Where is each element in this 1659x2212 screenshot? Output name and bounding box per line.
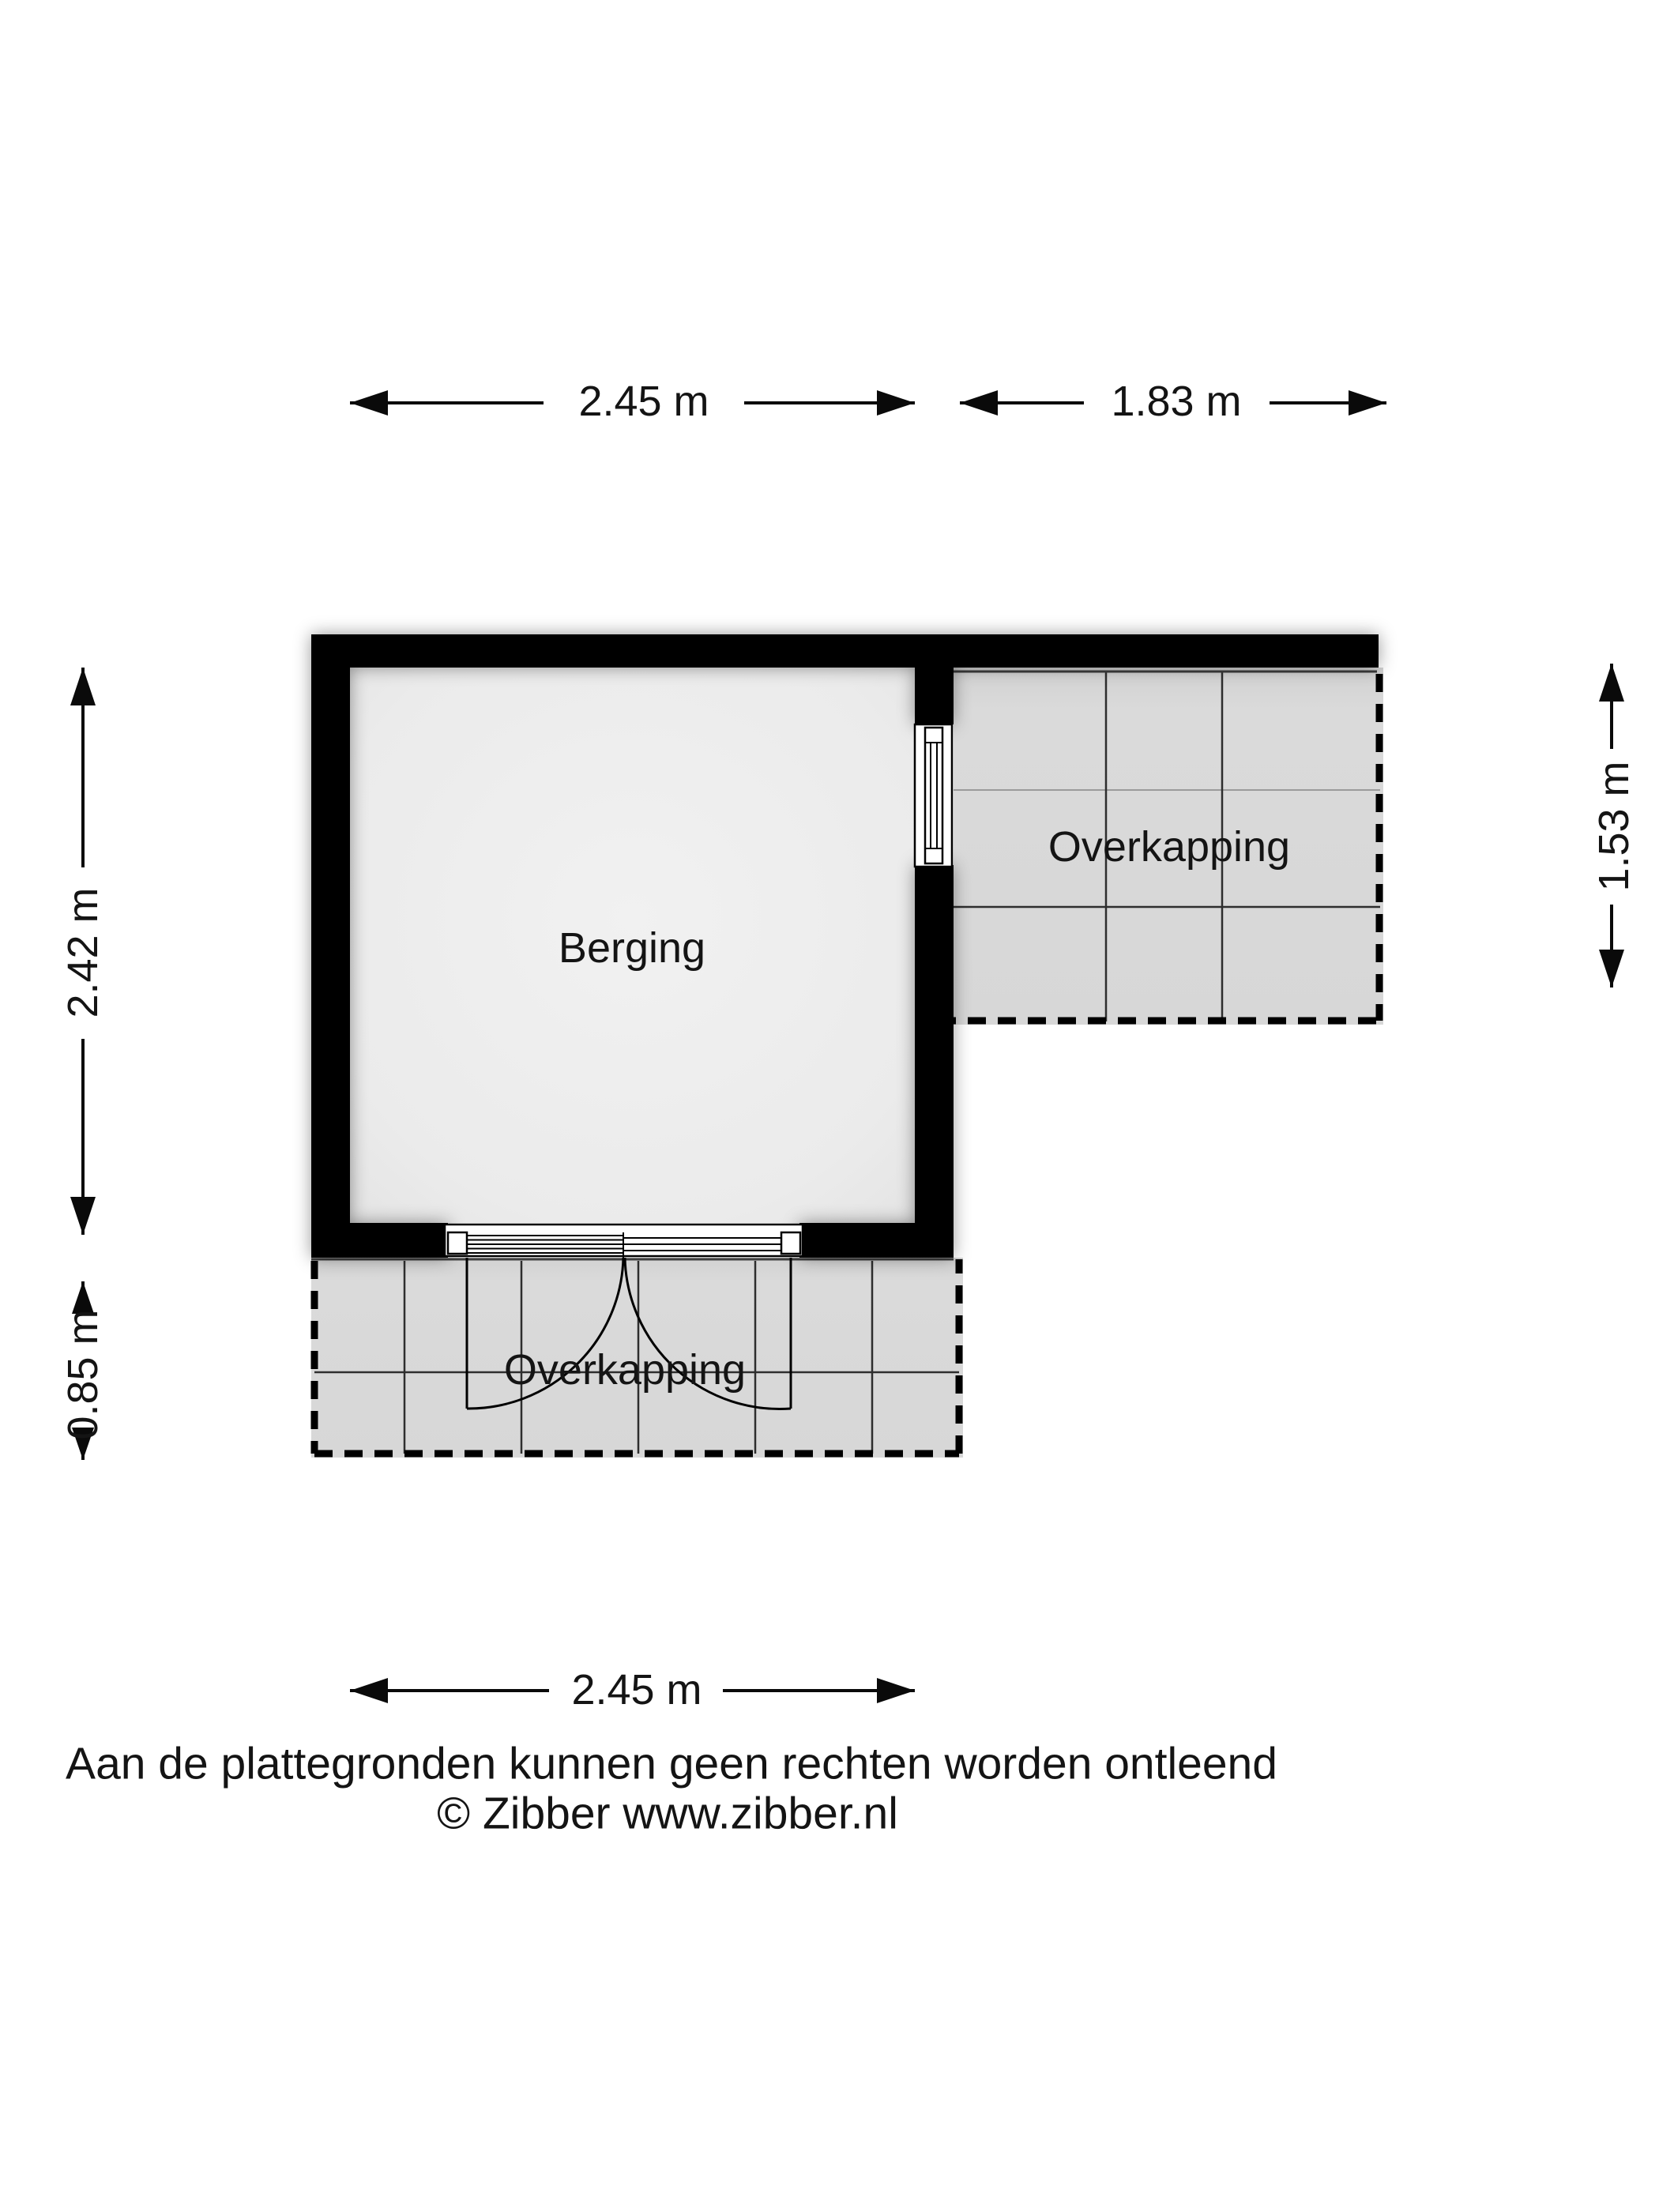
footer-copyright: © Zibber www.zibber.nl xyxy=(437,1788,898,1839)
dimension-label-left-lower: 0.85 m xyxy=(59,1309,107,1440)
dimension-label-bottom: 2.45 m xyxy=(571,1666,702,1714)
room-label-berging: Berging xyxy=(558,924,706,972)
door-jamb-left xyxy=(448,1232,467,1254)
footer-disclaimer: Aan de plattegronden kunnen geen rechten worden ontleend xyxy=(66,1738,1277,1789)
window-inner-frame xyxy=(925,728,942,863)
room-label-overkapping-right: Overkapping xyxy=(1048,823,1291,871)
dimension-label-top-right: 1.83 m xyxy=(1111,378,1242,425)
window xyxy=(915,724,952,867)
door-jamb-right xyxy=(781,1232,800,1254)
room-label-overkapping-bottom: Overkapping xyxy=(503,1346,747,1394)
wall-right-lower xyxy=(915,865,954,1258)
wall-bottom-left xyxy=(311,1223,448,1258)
dimension-label-top-left: 2.45 m xyxy=(578,378,709,425)
wall-bottom-right xyxy=(799,1223,954,1258)
wall-left xyxy=(311,634,350,1258)
wall-top xyxy=(311,634,1379,668)
wall-right-upper xyxy=(915,668,954,724)
dimension-label-left-upper: 2.42 m xyxy=(59,887,107,1018)
dimension-label-right: 1.53 m xyxy=(1590,761,1638,892)
